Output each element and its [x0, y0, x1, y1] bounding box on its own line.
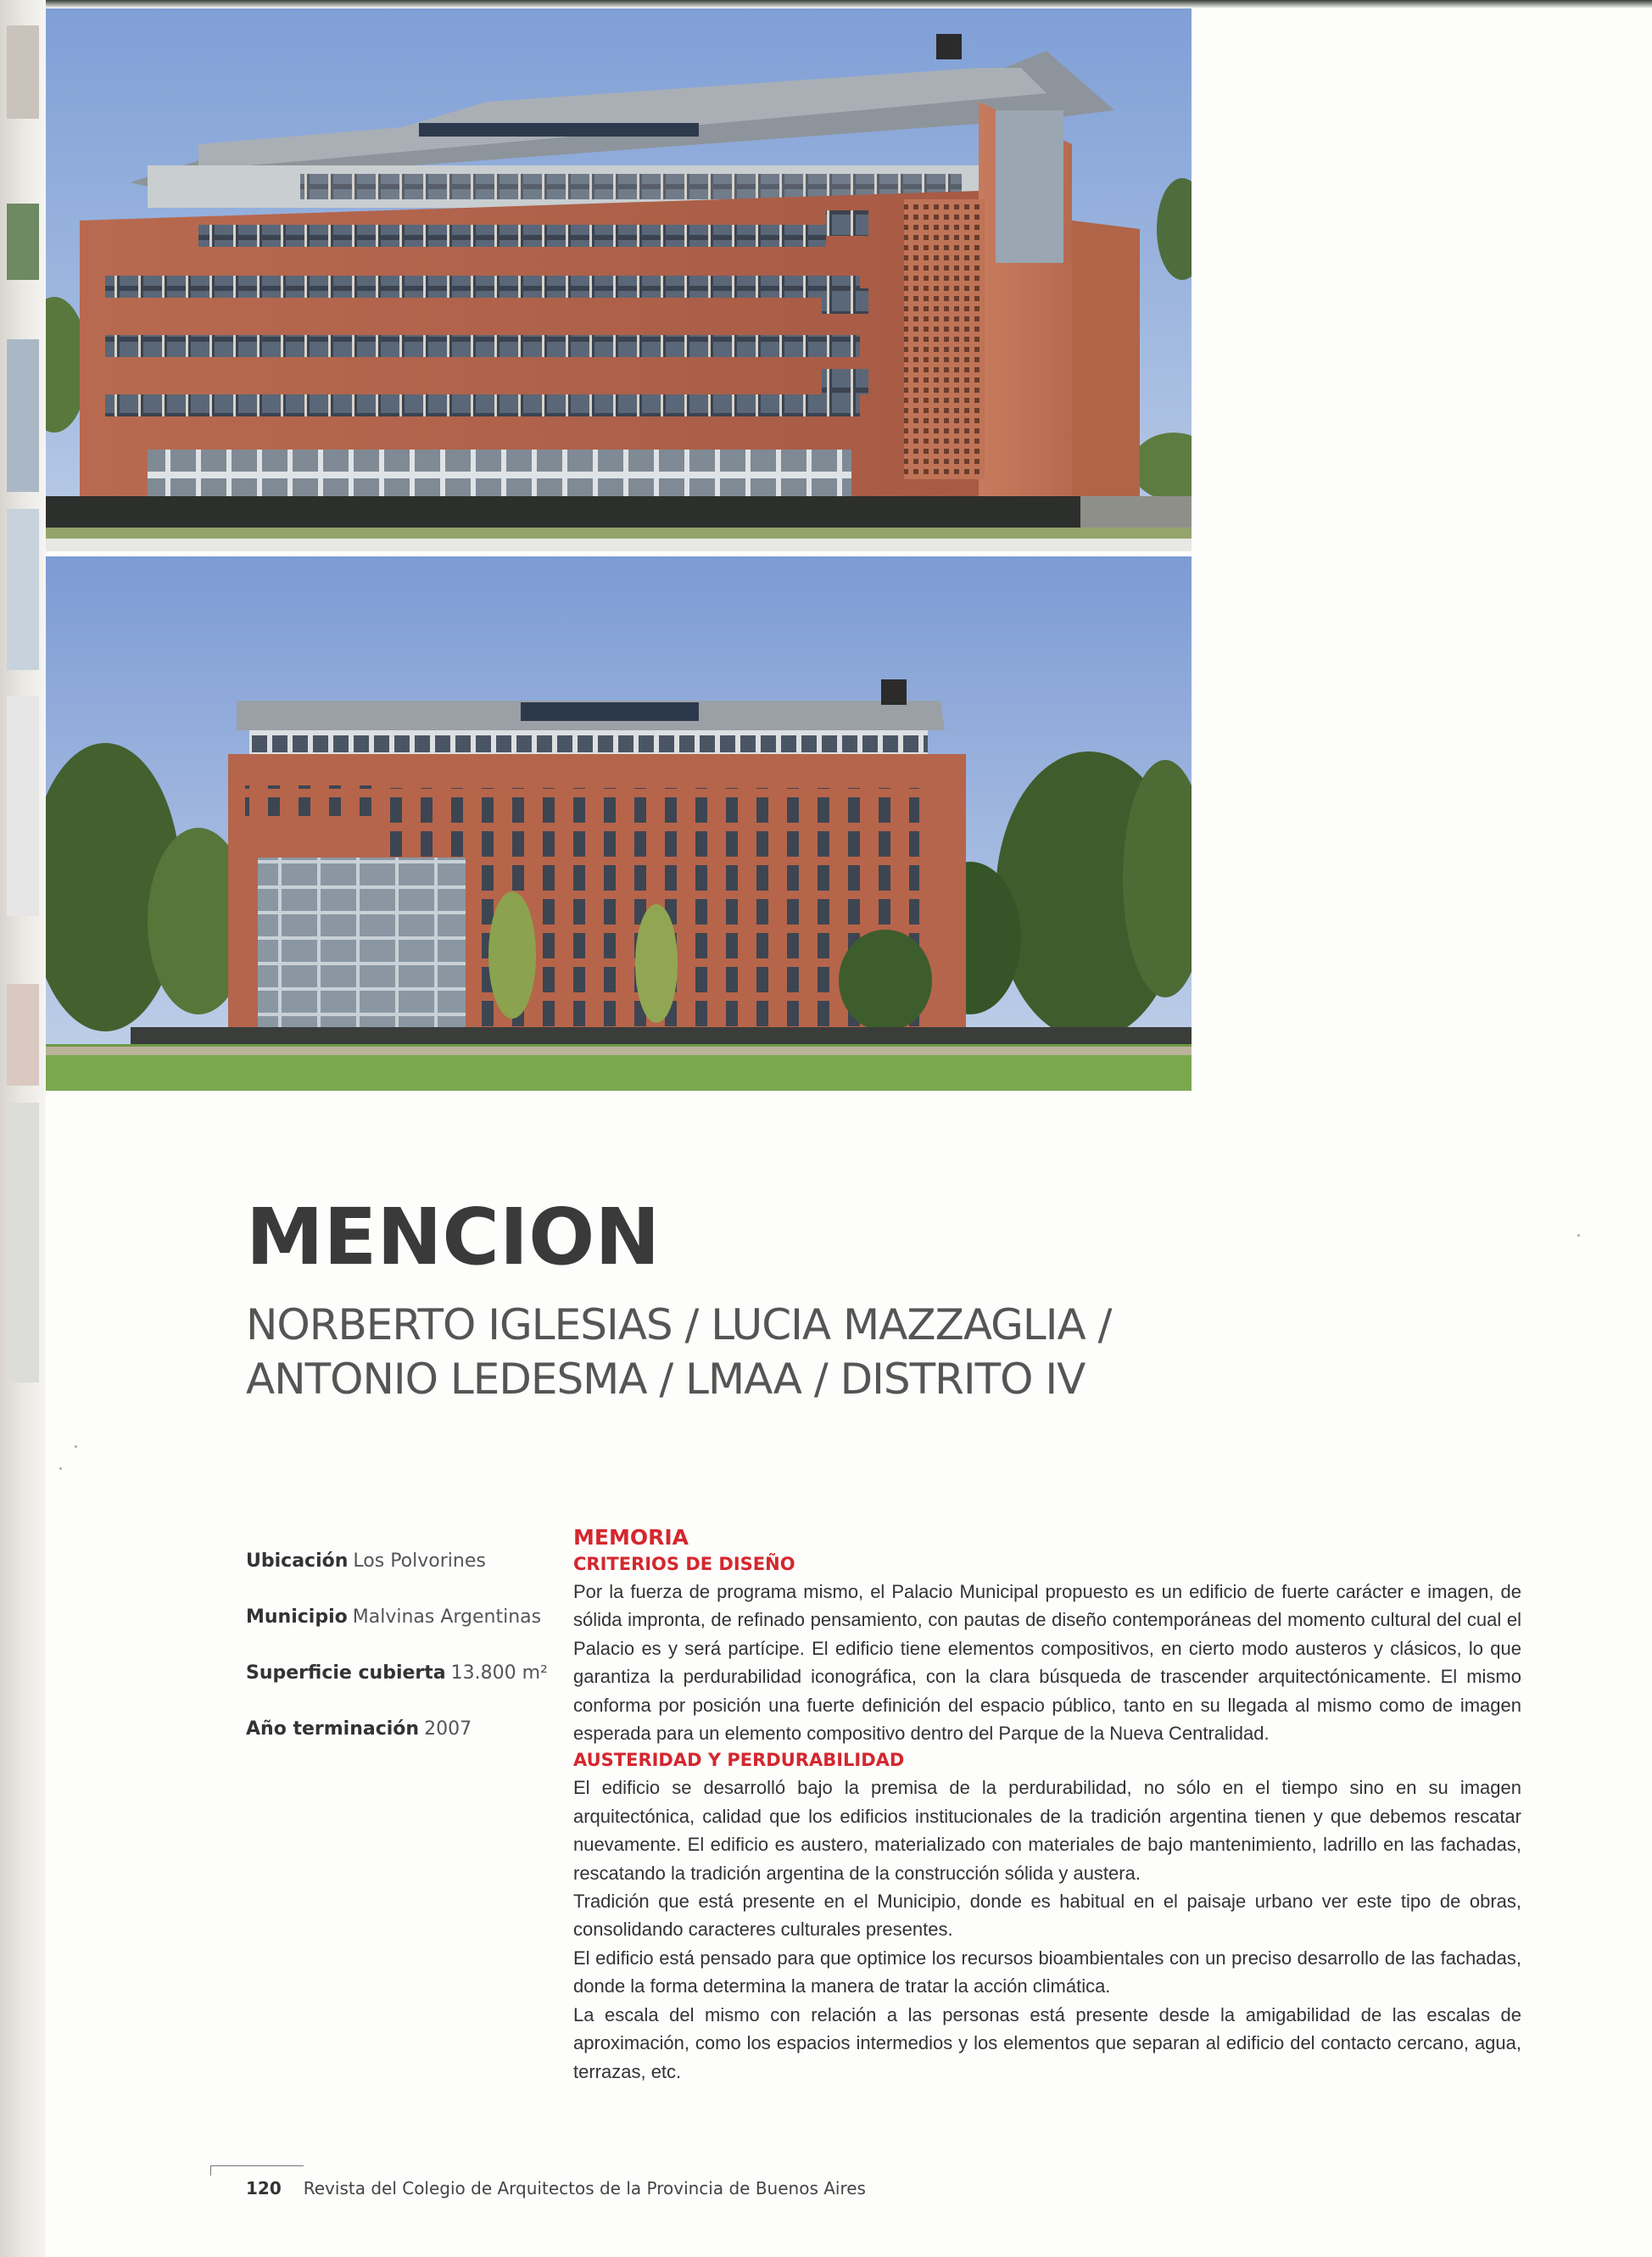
fact-covered-area: [246, 1662, 560, 1684]
fact-label: Ubicación: [246, 1550, 349, 1572]
fact-label: Superficie cubierta: [246, 1662, 446, 1684]
fact-label: Municipio: [246, 1606, 348, 1628]
fact-location: [246, 1550, 560, 1572]
paragraph: La escala del mismo con relación a las personas está presente desde la amigabilidad de las escalas de aproximación, como los espacios intermedios y los elementos que separan al edificio del contacto cercano, agua, terrazas, etc.: [573, 2003, 1521, 2082]
page-number: 120: [246, 2178, 282, 2198]
section-title-design-criteria: CRITERIOS DE DISEÑO: [573, 1554, 795, 1574]
page-footer: [246, 2178, 866, 2198]
memoria-section: [573, 1523, 1521, 2086]
project-facts: [246, 1550, 560, 1774]
section-title-austerity: AUSTERIDAD Y PERDURABILIDAD: [573, 1750, 905, 1771]
fact-completion-year: [246, 1718, 560, 1740]
paragraph: Por la fuerza de programa mismo, el Palacio Municipal propuesto es un edificio de fuerte carácter e imagen, de sólida impronta, de refinado pensamiento, con pautas de diseño contemporáneas del momento cultural del cual el Palacio es y será partícipe. El edificio tiene elementos compositivos, en cierto modo austeros y clásicos, lo que garantiza la perdurabilidad iconográfica, con la clara búsqueda de trascender arquitectónicamente. El mismo conforma por posición una fuerte definición del espacio público, tanto en su llegada al mismo como de imagen esperada para un elemento compositivo dentro del Parque de la Nueva Centralidad.: [573, 1581, 1521, 1745]
authors-credit: [246, 1298, 1264, 1406]
page-binding-edge: [0, 0, 46, 2257]
fact-value: Malvinas Argentinas: [352, 1606, 542, 1628]
scan-speck: [1577, 1234, 1580, 1237]
award-heading: MENCION: [246, 1192, 661, 1282]
scan-speck: [59, 1467, 62, 1470]
paragraph: El edificio está pensado para que optimice los recursos bioambientales con un preciso desarrollo de las fachadas, donde la forma determina la manera de tratar la acción climática.: [573, 1947, 1521, 1997]
fact-value: Los Polvorines: [353, 1550, 486, 1572]
fact-label: Año terminación: [246, 1718, 420, 1740]
fact-municipality: [246, 1606, 560, 1628]
paragraph: Tradición que está presente en el Municipio, donde es habitual en el paisaje urbano ver este tipo de obras, consolidando caracteres culturales presentes.: [573, 1891, 1521, 1941]
building-photo-front-view: [46, 556, 1192, 1091]
footer-rule-tick: [210, 2165, 211, 2176]
paragraph: El edificio se desarrolló bajo la premisa de la perdurabilidad, no sólo en el tiempo sino en su imagen arquitectónica, calidad que los edificios institucionales de la tradición argentina tienen y que debemos rescatar nuevamente. El edificio es austero, materializado con materiales de bajo mantenimiento, ladrillo en las fachadas, rescatando la tradición argentina de la construcción sólida y austera.: [573, 1777, 1521, 1884]
footer-rule: [210, 2165, 304, 2166]
scan-top-edge: [0, 0, 1652, 8]
publication-name: Revista del Colegio de Arquitectos de la Provincia de Buenos Aires: [303, 2178, 866, 2198]
memoria-title: MEMORIA: [573, 1525, 689, 1550]
building-photo-side-view: [46, 8, 1192, 551]
fact-value: 2007: [424, 1718, 472, 1740]
authors-line-2: ANTONIO LEDESMA / LMAA / DISTRITO IV: [246, 1355, 1086, 1404]
scan-speck: [75, 1445, 77, 1448]
authors-line-1: NORBERTO IGLESIAS / LUCIA MAZZAGLIA /: [246, 1300, 1112, 1349]
fact-value: 13.800 m²: [450, 1662, 548, 1684]
